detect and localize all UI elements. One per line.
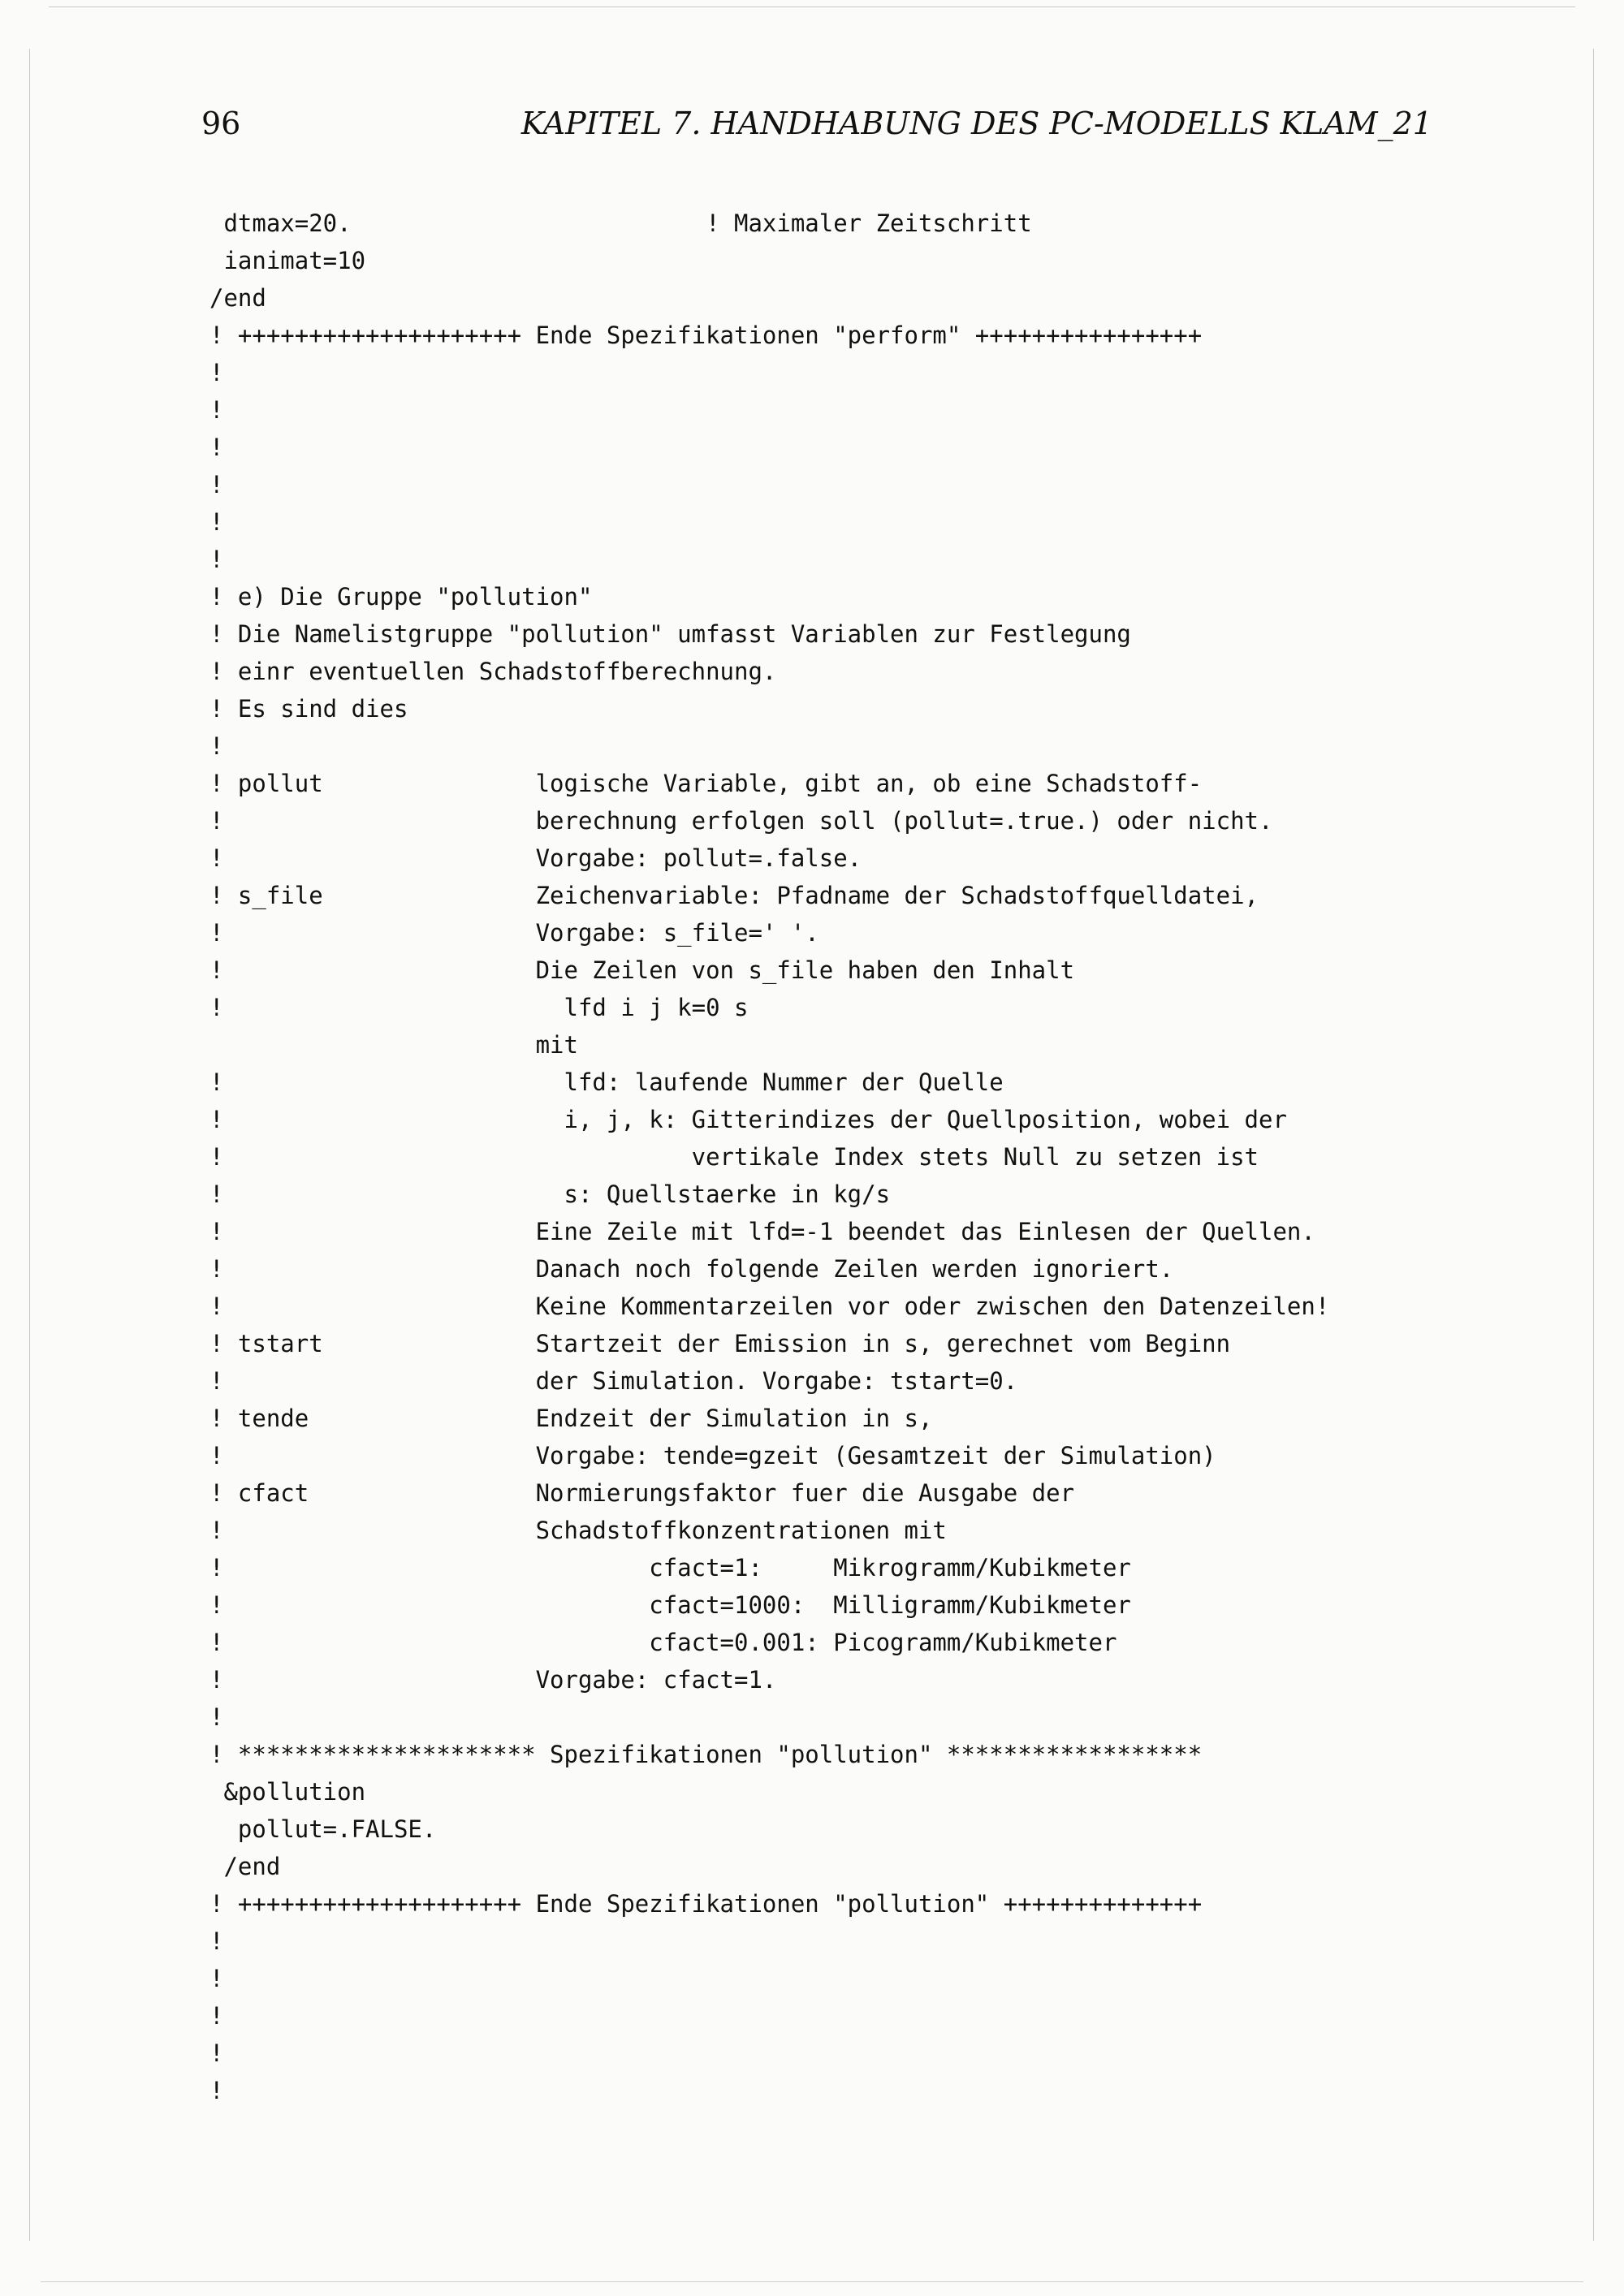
listing-line: /end [209, 284, 266, 312]
listing-line: ! Vorgabe: tende=gzeit (Gesamtzeit der Simulation) [209, 1442, 1216, 1470]
listing-line: ! [209, 1703, 224, 1731]
variable-cfact: ! cfact Normierungsfaktor fuer die Ausgabe der [209, 1479, 1075, 1507]
listing-line: ! Eine Zeile mit lfd=-1 beendet das Einlesen der Quellen. [209, 1218, 1315, 1245]
spec-header-pollution: ! ********************* Spezifikationen "pollution" ****************** [209, 1741, 1203, 1768]
listing-line: mit [209, 1031, 578, 1059]
variable-s-file: ! s_file Zeichenvariable: Pfadname der Schadstoffquelldatei, [209, 882, 1259, 909]
listing-line: ! berechnung erfolgen soll (pollut=.true.) oder nicht. [209, 807, 1273, 835]
listing-line: ! s: Quellstaerke in kg/s [209, 1180, 891, 1208]
listing-line: ianimat=10 [209, 247, 366, 274]
listing-line: ! Es sind dies [209, 695, 408, 723]
scan-left-edge [29, 49, 30, 2241]
page-number: 96 [201, 106, 241, 141]
variable-tstart: ! tstart Startzeit der Emission in s, gerechnet vom Beginn [209, 1330, 1231, 1357]
namelist-listing [209, 205, 1427, 2104]
listing-line: ! Vorgabe: s_file=' '. [209, 919, 819, 947]
listing-line: ! cfact=1: Mikrogramm/Kubikmeter [209, 1554, 1131, 1582]
section-heading: ! e) Die Gruppe "pollution" [209, 583, 593, 611]
listing-line: ! [209, 1965, 224, 1992]
listing-line: ! lfd: laufende Nummer der Quelle [209, 1068, 1004, 1096]
variable-pollut: ! pollut logische Variable, gibt an, ob eine Schadstoff- [209, 770, 1203, 797]
listing-line: ! cfact=1000: Milligramm/Kubikmeter [209, 1591, 1131, 1619]
scan-bottom-edge [41, 2281, 1583, 2282]
listing-line: ! [209, 471, 224, 498]
listing-line: pollut=.FALSE. [209, 1815, 437, 1843]
listing-line: ! [209, 732, 224, 760]
listing-line: ! Vorgabe: cfact=1. [209, 1666, 777, 1694]
listing-line: dtmax=20. ! Maximaler Zeitschritt [209, 209, 1032, 237]
listing-line: &pollution [209, 1778, 366, 1806]
page-header [201, 106, 1432, 162]
listing-line: ! [209, 2077, 224, 2104]
listing-line: ! Die Zeilen von s_file haben den Inhalt [209, 956, 1075, 984]
listing-line: ! Schadstoffkonzentrationen mit [209, 1517, 947, 1544]
listing-line: ! Vorgabe: pollut=.false. [209, 844, 862, 872]
listing-line: ! Danach noch folgende Zeilen werden ignoriert. [209, 1255, 1174, 1283]
listing-line: ! ++++++++++++++++++++ Ende Spezifikationen "perform" ++++++++++++++++ [209, 322, 1203, 349]
listing-line: ! vertikale Index stets Null zu setzen ist [209, 1143, 1259, 1171]
listing-line: /end [209, 1853, 281, 1880]
running-title: KAPITEL 7. HANDHABUNG DES PC-MODELLS KLAM_21 [520, 106, 1432, 141]
listing-line: ! [209, 1927, 224, 1955]
listing-line: ! [209, 2002, 224, 2030]
listing-line: ! [209, 2039, 224, 2067]
listing-line: ! [209, 508, 224, 536]
variable-tende: ! tende Endzeit der Simulation in s, [209, 1405, 933, 1432]
listing-line: ! i, j, k: Gitterindizes der Quellposition, wobei der [209, 1106, 1287, 1133]
listing-line: ! [209, 359, 224, 386]
listing-line: ! [209, 434, 224, 461]
listing-line: ! [209, 546, 224, 573]
listing-line: ! Die Namelistgruppe "pollution" umfasst Variablen zur Festlegung [209, 620, 1131, 648]
scan-top-edge [49, 6, 1575, 7]
listing-line: ! [209, 396, 224, 424]
listing-line: ! der Simulation. Vorgabe: tstart=0. [209, 1367, 1018, 1395]
listing-line: ! Keine Kommentarzeilen vor oder zwischen den Datenzeilen! [209, 1293, 1330, 1320]
spec-footer-pollution: ! ++++++++++++++++++++ Ende Spezifikationen "pollution" ++++++++++++++ [209, 1890, 1203, 1918]
scan-right-edge [1593, 49, 1594, 2241]
listing-line: ! einr eventuellen Schadstoffberechnung. [209, 658, 777, 685]
listing-line: ! lfd i j k=0 s [209, 994, 749, 1021]
listing-line: ! cfact=0.001: Picogramm/Kubikmeter [209, 1629, 1117, 1656]
